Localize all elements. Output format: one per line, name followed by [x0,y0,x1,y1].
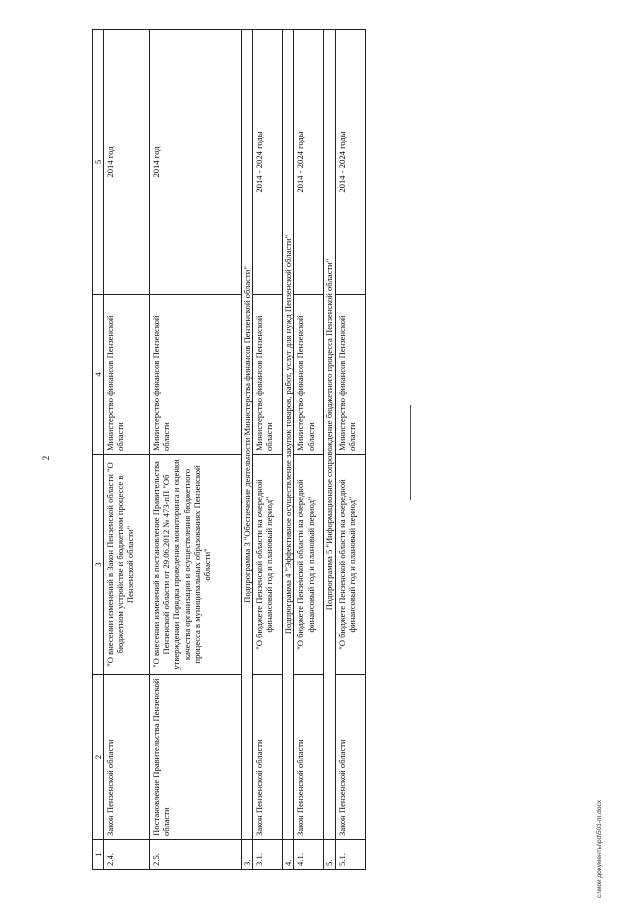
document-type: Закон Пензенской области [294,675,324,840]
page-number: 2 [41,455,51,461]
file-path-footer: c:\мои документы\рd\501-m.docx [596,799,603,898]
responsible-executor: Министерство финансов Пензенской области [150,295,242,455]
subprogram-title: Подпрограмма 5 "Информационное сопровождение бюджетного процесса Пензенской области" [324,30,335,840]
column-number: 5 [93,30,104,295]
document-title: "О бюджете Пензенской области на очередной финансовый год и плановый период" [335,455,365,675]
document-type: Постановление Правительства Пензенской области [150,675,242,840]
subprogram-row [283,30,294,870]
rotated-table-sheet [92,30,377,870]
row-number: 4. [283,840,294,870]
document-title: "О бюджете Пензенской области на очередной финансовый год и плановый период" [294,455,324,675]
subprogram-row [324,30,335,870]
table-row [335,30,365,870]
implementation-term: 2014 год [150,30,242,295]
subprogram-title: Подпрограмма 4 "Эффективное осуществление закупок товаров, работ, услуг для нужд Пензенской области" [283,30,294,840]
column-number-row [93,30,104,870]
row-number: 2.5. [150,840,242,870]
implementation-term: 2014 - 2024 годы [253,30,283,295]
subprogram-row [242,30,253,870]
responsible-executor: Министерство финансов Пензенской области [294,295,324,455]
document-type: Закон Пензенской области [335,675,365,840]
document-title: "О внесении изменений в Закон Пензенской области "О бюджетном устройстве и бюджетном процессе в Пензенской области" [104,455,150,675]
row-number: 5. [324,840,335,870]
document-type: Закон Пензенской области [104,675,150,840]
row-number: 4.1. [294,840,324,870]
implementation-term: 2014 - 2024 годы [294,30,324,295]
footnote-divider [410,405,411,500]
column-number: 1 [93,840,104,870]
responsible-executor: Министерство финансов Пензенской области [253,295,283,455]
responsible-executor: Министерство финансов Пензенской области [104,295,150,455]
subprogram-title: Подпрограмма 3 "Обеспечение деятельности Министерства финансов Пензенской области" [242,30,253,840]
table-row [150,30,242,870]
row-number: 2.4. [104,840,150,870]
column-number: 3 [93,455,104,675]
document-title: "О внесении изменений в постановление Правительства Пензенской области от 29.06.2012 № 473-пП "Об утверждении Порядка проведения мониторинга и оценки качества организации и осуществления бюджетного процесса в муниципальных образованиях Пензенской области" [150,455,242,675]
row-number: 5.1. [335,840,365,870]
legal-acts-table [92,29,366,870]
document-title: "О бюджете Пензенской области на очередной финансовый год и плановый период" [253,455,283,675]
row-number: 3. [242,840,253,870]
column-number: 4 [93,295,104,455]
document-type: Закон Пензенской области [253,675,283,840]
responsible-executor: Министерство финансов Пензенской области [335,295,365,455]
row-number: 3.1. [253,840,283,870]
column-number: 2 [93,675,104,840]
implementation-term: 2014 - 2024 годы [335,30,365,295]
table-row [104,30,150,870]
implementation-term: 2014 год [104,30,150,295]
table-row [294,30,324,870]
table-row [253,30,283,870]
